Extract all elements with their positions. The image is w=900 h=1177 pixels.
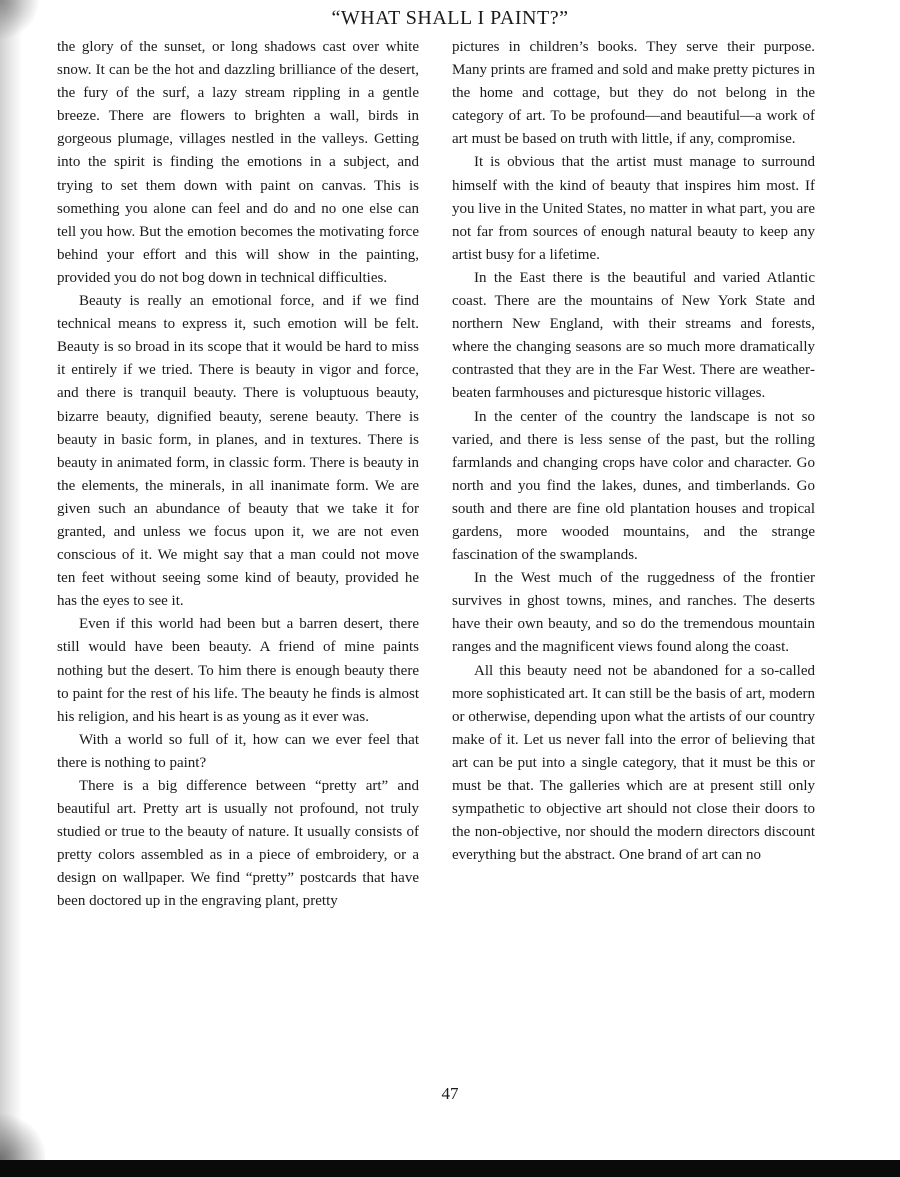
paragraph: It is obvious that the artist must manage to surround himself with the kind of beauty that inspires him most. If you live in the United States, no matter in what part, you are not far from sources of enough natural beauty to keep any artist busy for a lifetime. (452, 154, 815, 263)
paragraph: All this beauty need not be abandoned for a so-called more sophisticated art. It can still be the basis of art, modern or otherwise, depending upon what the artists of our country make of it. Let us never fall into the error of believing that art can be put into a single category, that it must be this or must be that. The galleries which are at present still only sympathetic to objective art should not close their doors to the non-objective, nor should the modern directors discount everything but the abstract. One brand of art can no (452, 662, 815, 864)
running-header: “WHAT SHALL I PAINT?” (331, 7, 569, 29)
paragraph: In the center of the country the landscape is not so varied, and there is less sense of the past, but the rolling farmlands and changing crops have color and character. Go north and you find the lakes, dunes, and timberlands. Go south and there are fine old plantation houses and tropical gardens, more wooded mountains, and the strange fascination of the swamplands. (452, 408, 815, 564)
paragraph: the glory of the sunset, or long shadows cast over white snow. It can be the hot and dazzling brilliance of the desert, the fury of the surf, a lazy stream rippling in a gentle breeze. There are flowers to brighten a wall, birds in gorgeous plumage, villages nestled in the valleys. Getting into the spirit is finding the emotions in a subject, and trying to set them down with paint on canvas. This is something you alone can feel and do and no one else can tell you how. But the emotion becomes the motivating force behind your effort and this will show in the painting, provided you do not bog down in technical difficulties. (57, 39, 419, 286)
left-text-column (57, 36, 419, 914)
paragraph: Even if this world had been but a barren desert, there still would have been beauty. A friend of mine paints nothing but the desert. To him there is enough beauty there to paint for the rest of his life. The beauty he finds is almost his religion, and his heart is as young as it ever was. (57, 616, 419, 725)
right-text-column (452, 36, 815, 867)
paragraph: Beauty is really an emotional force, and if we find technical means to express it, such emotion will be felt. Beauty is so broad in its scope that it would be hard to miss it entirely if we tried. There is beauty in vigor and force, and there is tranquil beauty. There is voluptuous beauty, bizarre beauty, dignified beauty, serene beauty. There is beauty in basic form, in planes, and in textures. There is beauty in animated form, in classic form. There is beauty in the elements, the minerals, in all inanimate form. We are given such an abundance of beauty that we take it for granted, and unless we focus upon it, we are not even conscious of it. We might say that a man could not move ten feet without seeing some kind of beauty, provided he has the eyes to see it. (57, 293, 419, 610)
paragraph: pictures in children’s books. They serve their purpose. Many prints are framed and sold and make pretty pictures in the home and cottage, but they do not belong in the category of art. To be profound—and beautiful—a work of art must be based on truth with little, if any, compromise. (452, 39, 815, 148)
binding-shadow (0, 0, 22, 1160)
paragraph: In the East there is the beautiful and varied Atlantic coast. There are the mountains of New York State and northern New England, with their streams and forests, where the changing seasons are so much more dramatically contrasted that they are in the Far West. There are weatherbeaten farmhouses and picturesque historic villages. (452, 269, 815, 402)
page-number: 47 (441, 1084, 459, 1103)
scan-bottom-border (0, 1160, 900, 1177)
scan-smudge-bottom (0, 1110, 45, 1160)
paragraph: There is a big difference between “pretty art” and beautiful art. Pretty art is usually not profound, not truly studied or true to the beauty of nature. It usually consists of pretty colors assembled as in a piece of embroidery, or a design on wallpaper. We find “pretty” postcards that have been doctored up in the engraving plant, pretty (57, 778, 419, 910)
paragraph: With a world so full of it, how can we ever feel that there is nothing to paint? (57, 731, 419, 771)
paragraph: In the West much of the ruggedness of the frontier survives in ghost towns, mines, and ranches. The deserts have their own beauty, and so do the tremendous mountain ranges and the magnificent views found along the coast. (452, 570, 815, 656)
